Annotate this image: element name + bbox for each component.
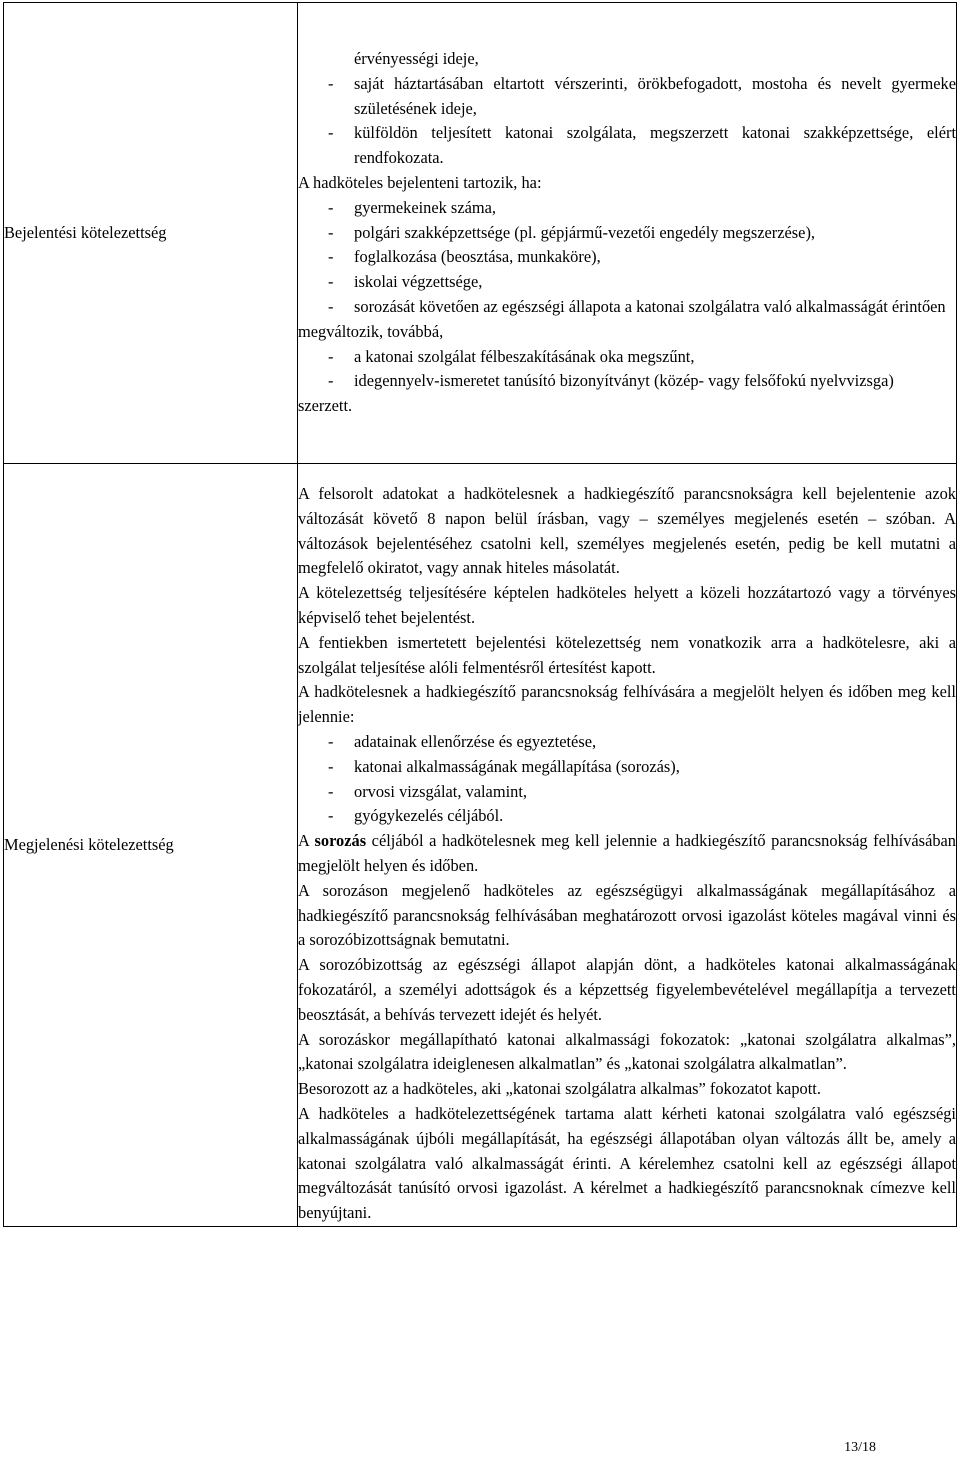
intro-text: A hadkötelesnek a hadkiegészítő parancsnokság felhívására a megjelölt helyen és időben meg kell jelennie:: [298, 682, 956, 727]
list-item: - gyógykezelés céljából.: [298, 804, 956, 829]
sorozas-bold: sorozás: [314, 831, 367, 851]
list-item: - idegennyelv-ismeretet tanúsító bizonyítványt (közép- vagy felsőfokú nyelvvizsga): [298, 369, 956, 394]
table-row-megjelenesi: [4, 464, 957, 1227]
list-item: - iskolai végzettsége,: [298, 270, 956, 295]
sorozas-post: céljából a hadkötelesnek meg kell jelennie a hadkiegészítő parancsnokság felhívásában megjelölt helyen és időben.: [298, 831, 957, 875]
paragraph: A felsorolt adatokat a hadkötelesnek a hadkiegészítő parancsnokságra kell bejelentenie azok változását követő 8 napon belül írásban, vagy – személyes megjelenés esetén – szóban. A változások bejelentéséhez csatolni kell, személyes megjelenés esetén, pedig be kell mutatni a megfelelő okiratot, vagy annak hiteles másolatát.: [298, 484, 956, 578]
paragraph: A hadköteles a hadkötelezettségének tartama alatt kérheti katonai szolgálatra való egészségi alkalmasságának újbóli megállapítását, ha egészségi állapotában olyan változás állt be, amely a katonai szolgálatra való alkalmasságát érinti. A kérelemhez csatolni kell az egészségi állapot megváltozását tanúsító orvosi igazolást. A kérelmet a hadkiegészítő parancsnoknak címezve kell benyújtani.: [298, 1103, 956, 1223]
paragraph-sorozas: [298, 829, 956, 879]
page-number: 13/18: [844, 1440, 876, 1455]
list-item: - adatainak ellenőrzése és egyeztetése,: [298, 730, 956, 755]
list-item: - katonai alkalmasságának megállapítása (sorozás),: [298, 755, 956, 780]
paragraph: Besorozott az a hadköteles, aki „katonai szolgálatra alkalmas” fokozatot kapott.: [298, 1079, 821, 1099]
list-item: - foglalkozása (beosztása, munkaköre),: [298, 245, 956, 270]
end-text: szerzett.: [298, 396, 353, 416]
row-content-bejelentesi: [298, 3, 957, 464]
list-item: - saját háztartásában eltartott vérszerinti, örökbefogadott, mostoha és nevelt gyermeke születésének ideje,: [298, 72, 956, 122]
paragraph: A fentiekben ismertetett bejelentési kötelezettség nem vonatkozik arra a hadkötelesre, aki a szolgálat teljesítése alóli felmentésről értesítést kapott.: [298, 632, 956, 677]
intro-text: A hadköteles bejelenteni tartozik, ha:: [298, 173, 542, 192]
list-item: - polgári szakképzettsége (pl. gépjármű-vezetői engedély megszerzése),: [298, 221, 956, 246]
list-item: - gyermekeinek száma,: [298, 196, 956, 221]
paragraph: A sorozóbizottság az egészségi állapot alapján dönt, a hadköteles katonai alkalmasságának fokozatáról, a személyi adottságok és a képzettség figyelembevételével megállapítja a tervezett beosztását, a behívás tervezett idejét és helyét.: [298, 955, 956, 1024]
paragraph: A kötelezettség teljesítésére képtelen hadköteles helyett a közeli hozzátartozó vagy a törvényes képviselő tehet bejelentést.: [298, 583, 956, 627]
list-item: - sorozását követően az egészségi állapota a katonai szolgálatra való alkalmasságát érintően: [298, 295, 956, 320]
row-label-megjelenesi: Megjelenési kötelezettség: [4, 464, 298, 1227]
row-content-megjelenesi: [298, 464, 957, 1227]
row-label-bejelentesi: Bejelentési kötelezettség: [4, 3, 298, 464]
list-item: - a katonai szolgálat félbeszakításának oka megszűnt,: [298, 345, 956, 370]
continuation-line: érvényességi ideje,: [354, 49, 479, 69]
table-row-bejelentesi: [4, 3, 957, 464]
mid-text: megváltozik, továbbá,: [298, 321, 444, 341]
list-item: - orvosi vizsgálat, valamint,: [298, 780, 956, 805]
document-table: [3, 2, 957, 1227]
list-item: - külföldön teljesített katonai szolgálata, megszerzett katonai szakképzettsége, elért rendfokozata.: [298, 121, 956, 171]
paragraph: A sorozáson megjelenő hadköteles az egészségügyi alkalmasságának megállapításához a hadkiegészítő parancsnokság felhívásában meghatározott orvosi igazolást köteles magával vinni és a sorozóbizottságnak bemutatni.: [298, 880, 956, 950]
paragraph: A sorozáskor megállapítható katonai alkalmassági fokozatok: „katonai szolgálatra alkalmas”, „katonai szolgálatra ideiglenesen alkalmatlan” és „katonai szolgálatra alkalmatlan”.: [298, 1029, 956, 1074]
sorozas-pre: A: [298, 831, 315, 851]
spacer: [298, 464, 956, 482]
